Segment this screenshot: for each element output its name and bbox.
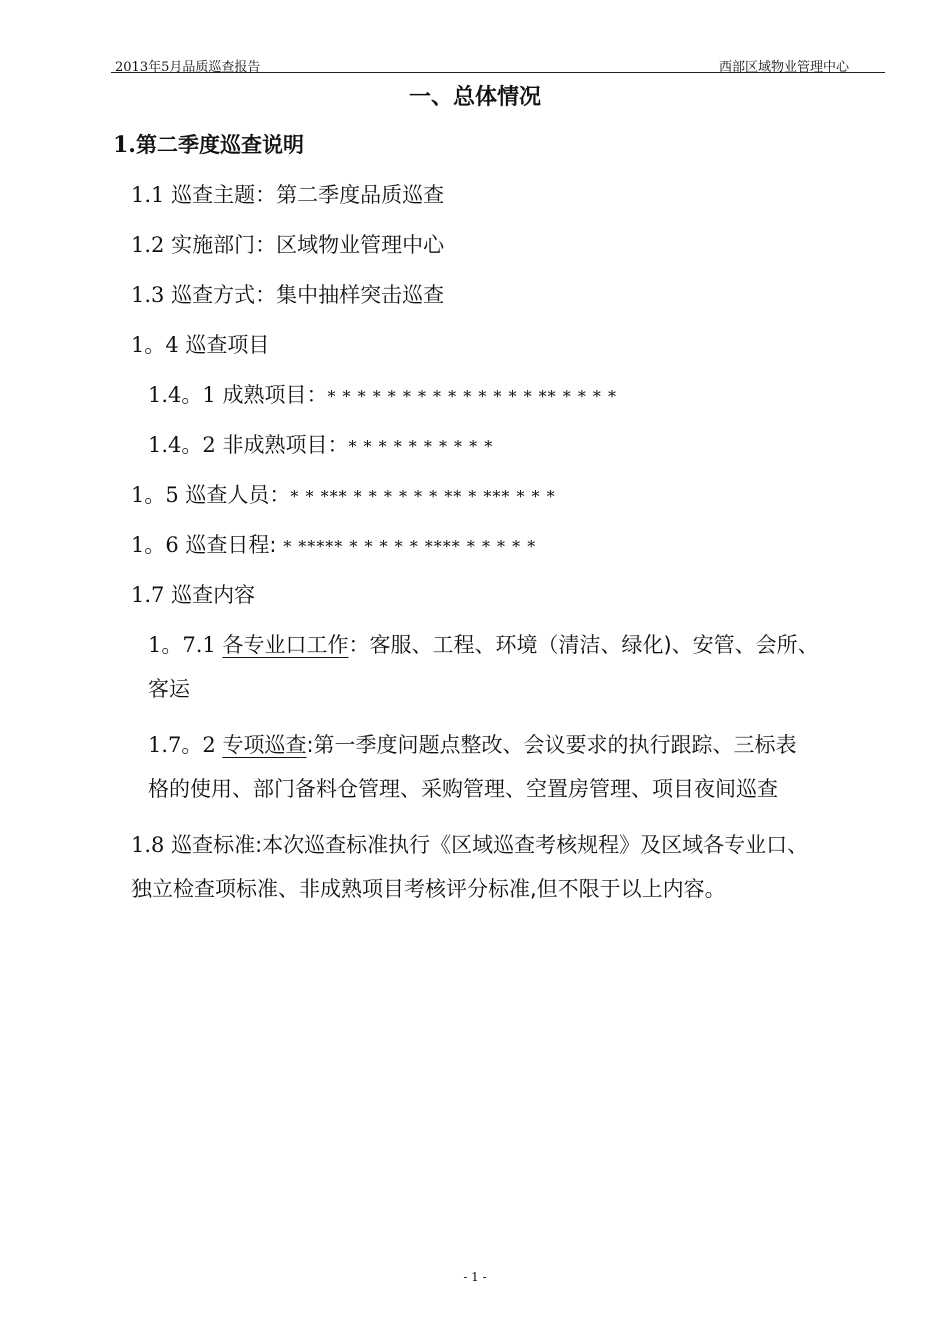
item-number: 1.8 bbox=[131, 833, 165, 857]
header-organization: 西部区域物业管理中心 bbox=[718, 60, 849, 75]
item-text: 巡查人员： bbox=[185, 483, 291, 507]
item-text-continued: 客运 bbox=[148, 677, 190, 701]
item-1-4-1 bbox=[148, 381, 617, 411]
underlined-term: 各专业口工作 bbox=[222, 633, 349, 657]
heading-1 bbox=[113, 131, 304, 159]
masked-text: * * * * * * * * * * bbox=[348, 437, 494, 456]
item-1-7-1-continued bbox=[148, 675, 190, 703]
item-1-8-continued bbox=[131, 875, 726, 903]
item-1-1 bbox=[131, 181, 444, 209]
item-1-8 bbox=[131, 831, 808, 859]
item-text: :第一季度问题点整改、会议要求的执行跟踪、三标表 bbox=[306, 733, 797, 757]
item-number: 1.3 bbox=[131, 283, 165, 307]
item-number: 1.1 bbox=[131, 183, 165, 207]
item-text: 巡查项目 bbox=[185, 333, 270, 357]
item-1-7-2-continued bbox=[148, 775, 778, 803]
item-text: 巡查方式：集中抽样突击巡查 bbox=[171, 283, 445, 307]
item-number: 1。7.1 bbox=[148, 633, 216, 657]
masked-text: * * *** * * * * * * ** * *** * * * bbox=[290, 487, 556, 506]
item-text: ：客服、工程、环境（清洁、绿化)、安管、会所、 bbox=[348, 633, 819, 657]
item-1-4-2 bbox=[148, 431, 493, 461]
item-text: 巡查日程: bbox=[185, 533, 277, 557]
masked-text: * ***** * * * * * **** * * * * * bbox=[283, 537, 537, 556]
item-text: 实施部门：区域物业管理中心 bbox=[171, 233, 445, 257]
heading-text: 第二季度巡查说明 bbox=[135, 133, 304, 157]
item-number: 1。6 bbox=[131, 533, 179, 557]
item-number: 1.4。2 bbox=[148, 433, 216, 457]
item-text-continued: 独立检查项标准、非成熟项目考核评分标准,但不限于以上内容。 bbox=[131, 877, 726, 901]
item-number: 1.7 bbox=[131, 583, 165, 607]
item-number: 1。4 bbox=[131, 333, 179, 357]
item-1-4 bbox=[131, 331, 269, 359]
item-number: 1.2 bbox=[131, 233, 165, 257]
item-text: 巡查主题：第二季度品质巡查 bbox=[171, 183, 445, 207]
item-number: 1.4。1 bbox=[148, 383, 216, 407]
heading-number: 1. bbox=[113, 132, 136, 158]
page-number: - 1 - bbox=[463, 1270, 487, 1284]
item-1-7 bbox=[131, 581, 255, 609]
item-text-continued: 格的使用、部门备料仓管理、采购管理、空置房管理、项目夜间巡查 bbox=[148, 777, 778, 801]
item-text: 巡查内容 bbox=[171, 583, 256, 607]
masked-text: * * * * * * * * * * * * * * ** * * * * bbox=[327, 387, 617, 406]
header-report-title: 2013年5月品质巡查报告 bbox=[115, 60, 261, 75]
item-1-2 bbox=[131, 231, 444, 259]
item-text: 非成熟项目： bbox=[222, 433, 349, 457]
item-1-5 bbox=[131, 481, 556, 511]
item-text: 巡查标准:本次巡查标准执行《区域巡查考核规程》及区域各专业口、 bbox=[171, 833, 809, 857]
item-number: 1。5 bbox=[131, 483, 179, 507]
item-1-6 bbox=[131, 531, 536, 561]
item-1-3 bbox=[131, 281, 444, 309]
underlined-term: 专项巡查 bbox=[222, 733, 307, 757]
item-number: 1.7。2 bbox=[148, 733, 216, 757]
page-header bbox=[111, 54, 885, 73]
item-text: 成熟项目： bbox=[222, 383, 328, 407]
item-1-7-1 bbox=[148, 631, 819, 659]
section-title: 一、总体情况 bbox=[408, 85, 541, 110]
item-1-7-2 bbox=[148, 731, 797, 759]
